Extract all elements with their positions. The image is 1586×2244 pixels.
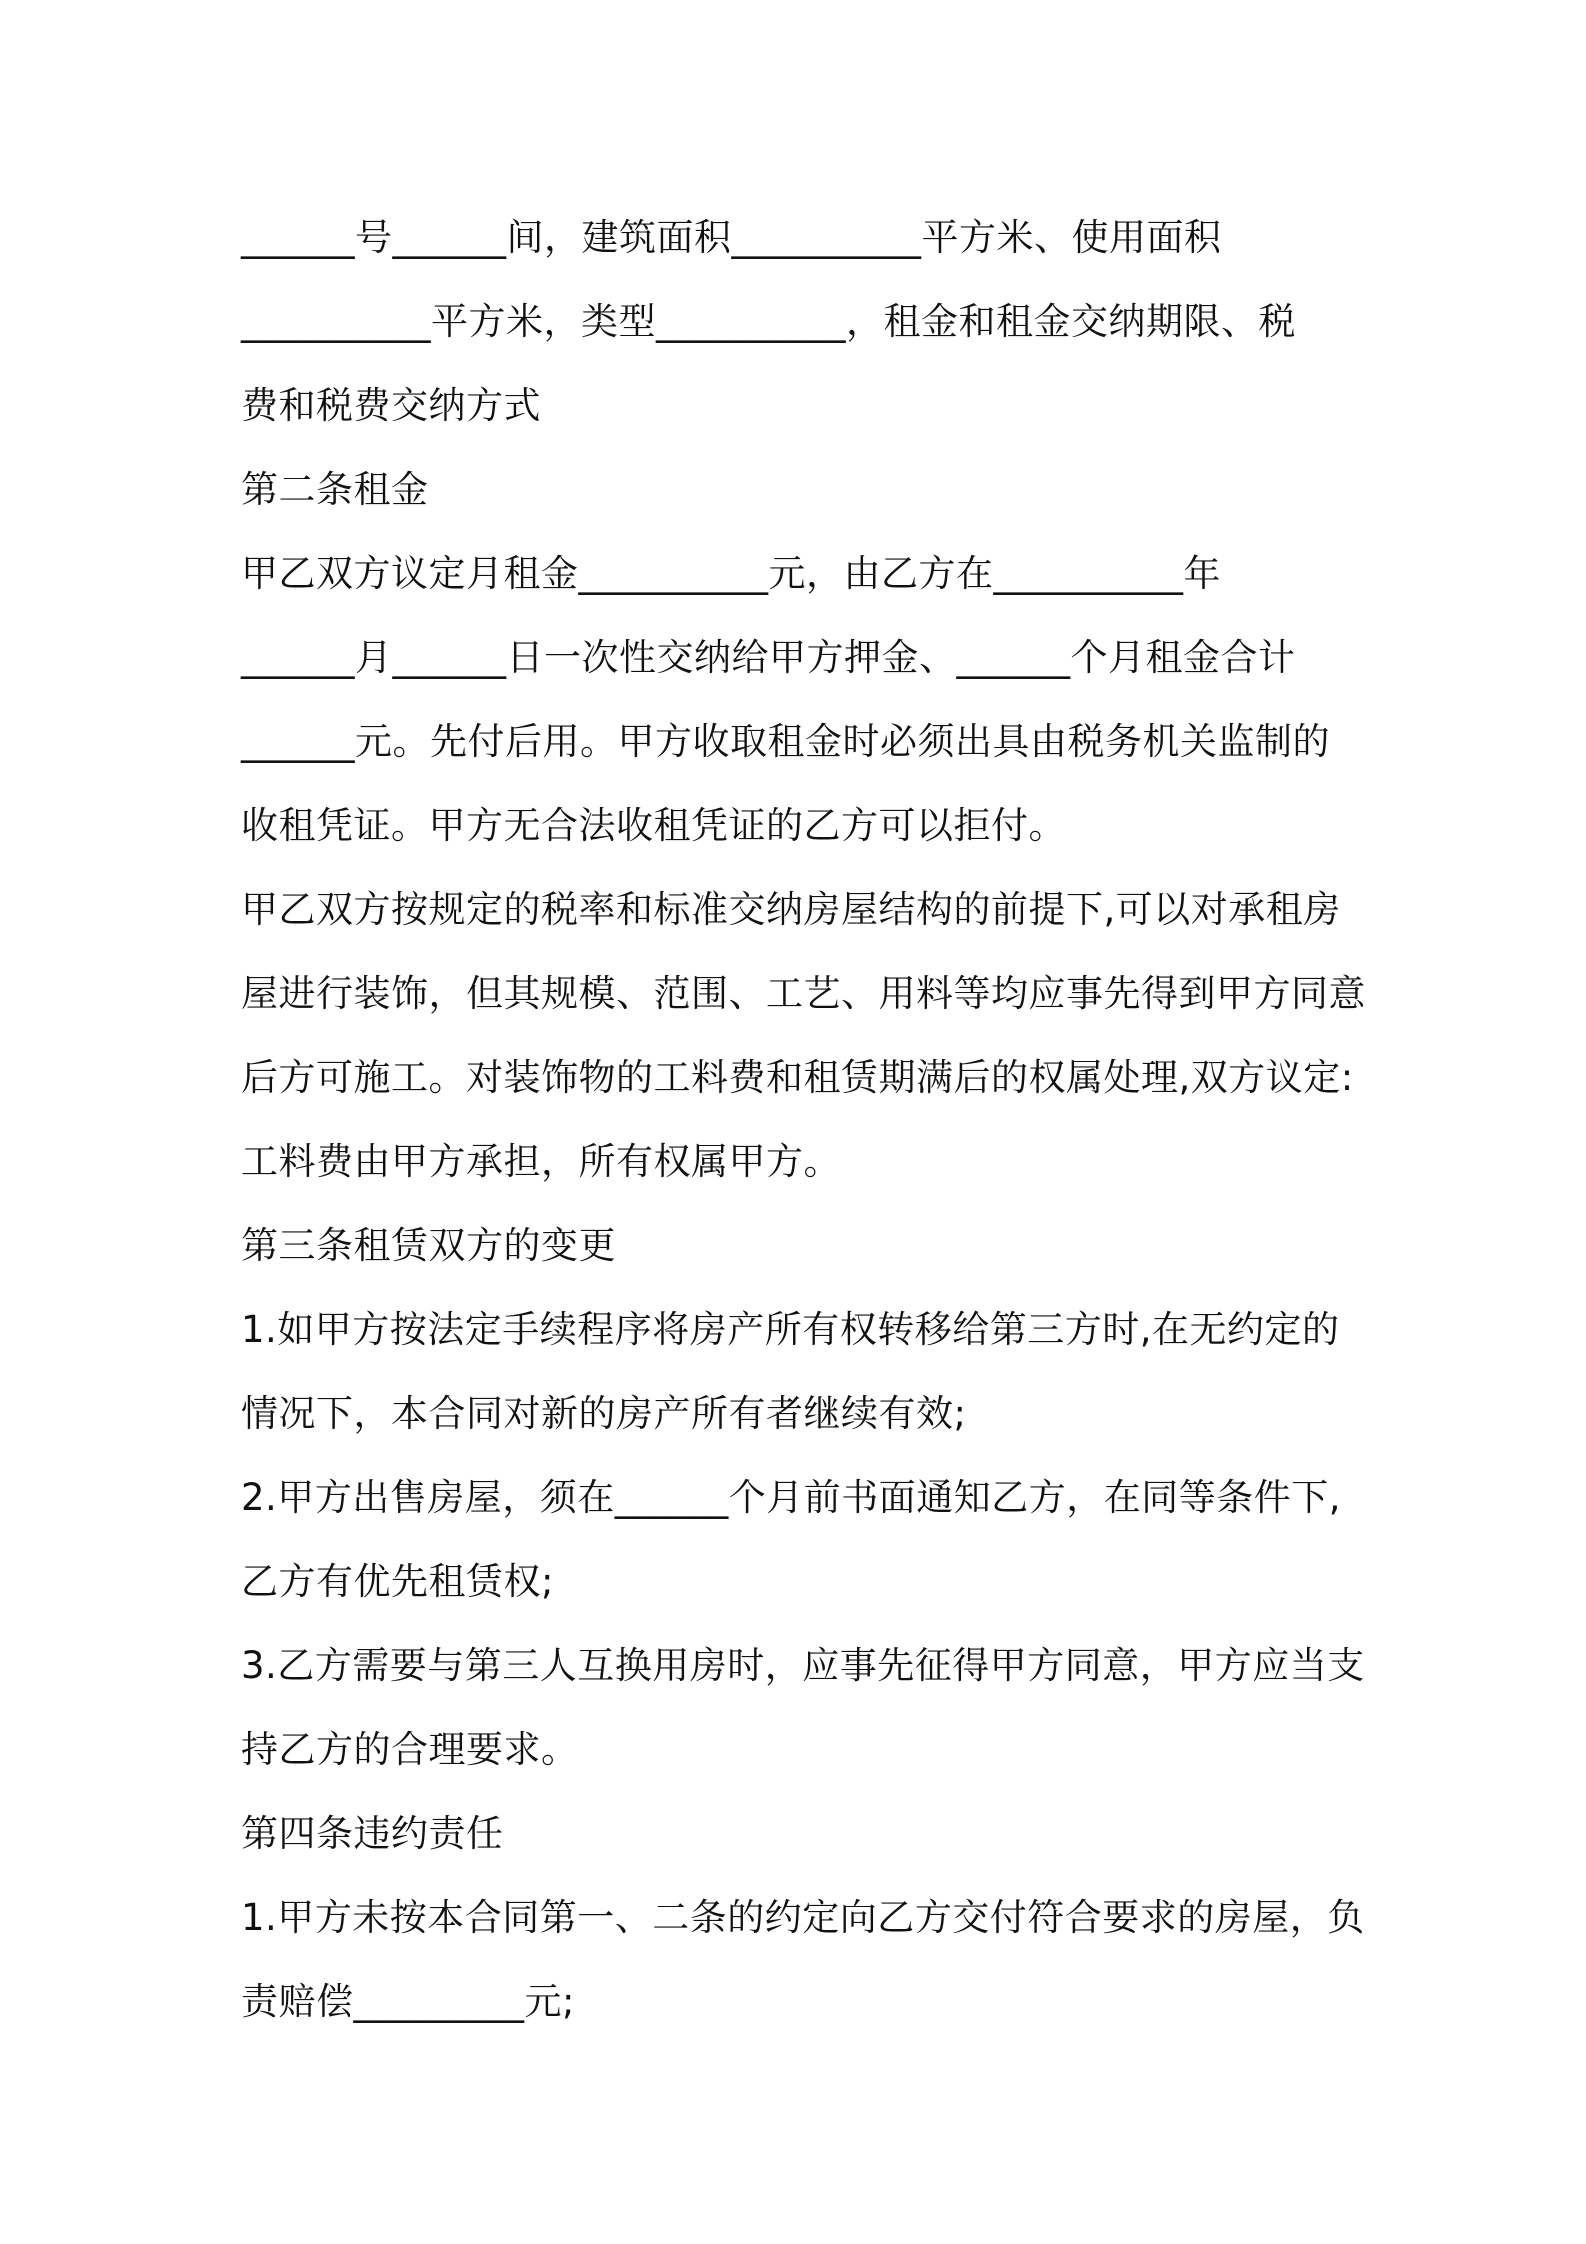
section-heading: 第三条租赁双方的变更 (241, 1224, 616, 1267)
text-line: 1.甲方未按本合同第一、二条的约定向乙方交付符合要求的房屋，负 (241, 1896, 1365, 1939)
text-line: 3.乙方需要与第三人互换用房时，应事先征得甲方同意，甲方应当支 (241, 1644, 1365, 1687)
text-line: 甲乙双方按规定的税率和标准交纳房屋结构的前提下,可以对承租房 (241, 888, 1341, 931)
text-line: ______月______日一次性交纳给甲方押金、______个月租金合计 (241, 636, 1296, 679)
section-heading: 第四条违约责任 (241, 1812, 504, 1855)
text-line: 费和税费交纳方式 (241, 384, 541, 427)
text-line: 2.甲方出售房屋，须在______个月前书面通知乙方，在同等条件下, (241, 1476, 1342, 1519)
text-line: __________平方米，类型__________，租金和租金交纳期限、税 (241, 300, 1296, 343)
text-line: 乙方有优先租赁权; (241, 1560, 554, 1603)
text-line: ______号______间，建筑面积__________平方米、使用面积 (241, 216, 1222, 259)
text-line: 甲乙双方议定月租金__________元，由乙方在__________年 (241, 552, 1221, 595)
text-line: 持乙方的合理要求。 (241, 1728, 579, 1771)
document-body (241, 196, 1366, 2044)
text-line: 屋进行装饰，但其规模、范围、工艺、用料等均应事先得到甲方同意 (241, 972, 1366, 1015)
text-line: 责赔偿_________元; (241, 1980, 575, 2023)
text-line: 工料费由甲方承担，所有权属甲方。 (241, 1140, 841, 1183)
text-line: 1.如甲方按法定手续程序将房产所有权转移给第三方时,在无约定的 (241, 1308, 1340, 1351)
text-line: 后方可施工。对装饰物的工料费和租赁期满后的权属处理,双方议定: (241, 1056, 1354, 1099)
text-line: ______元。先付后用。甲方收取租金时必须出具由税务机关监制的 (241, 720, 1330, 763)
text-line: 收租凭证。甲方无合法收租凭证的乙方可以拒付。 (241, 804, 1066, 847)
section-heading: 第二条租金 (241, 468, 429, 511)
text-line: 情况下，本合同对新的房产所有者继续有效; (241, 1392, 967, 1435)
